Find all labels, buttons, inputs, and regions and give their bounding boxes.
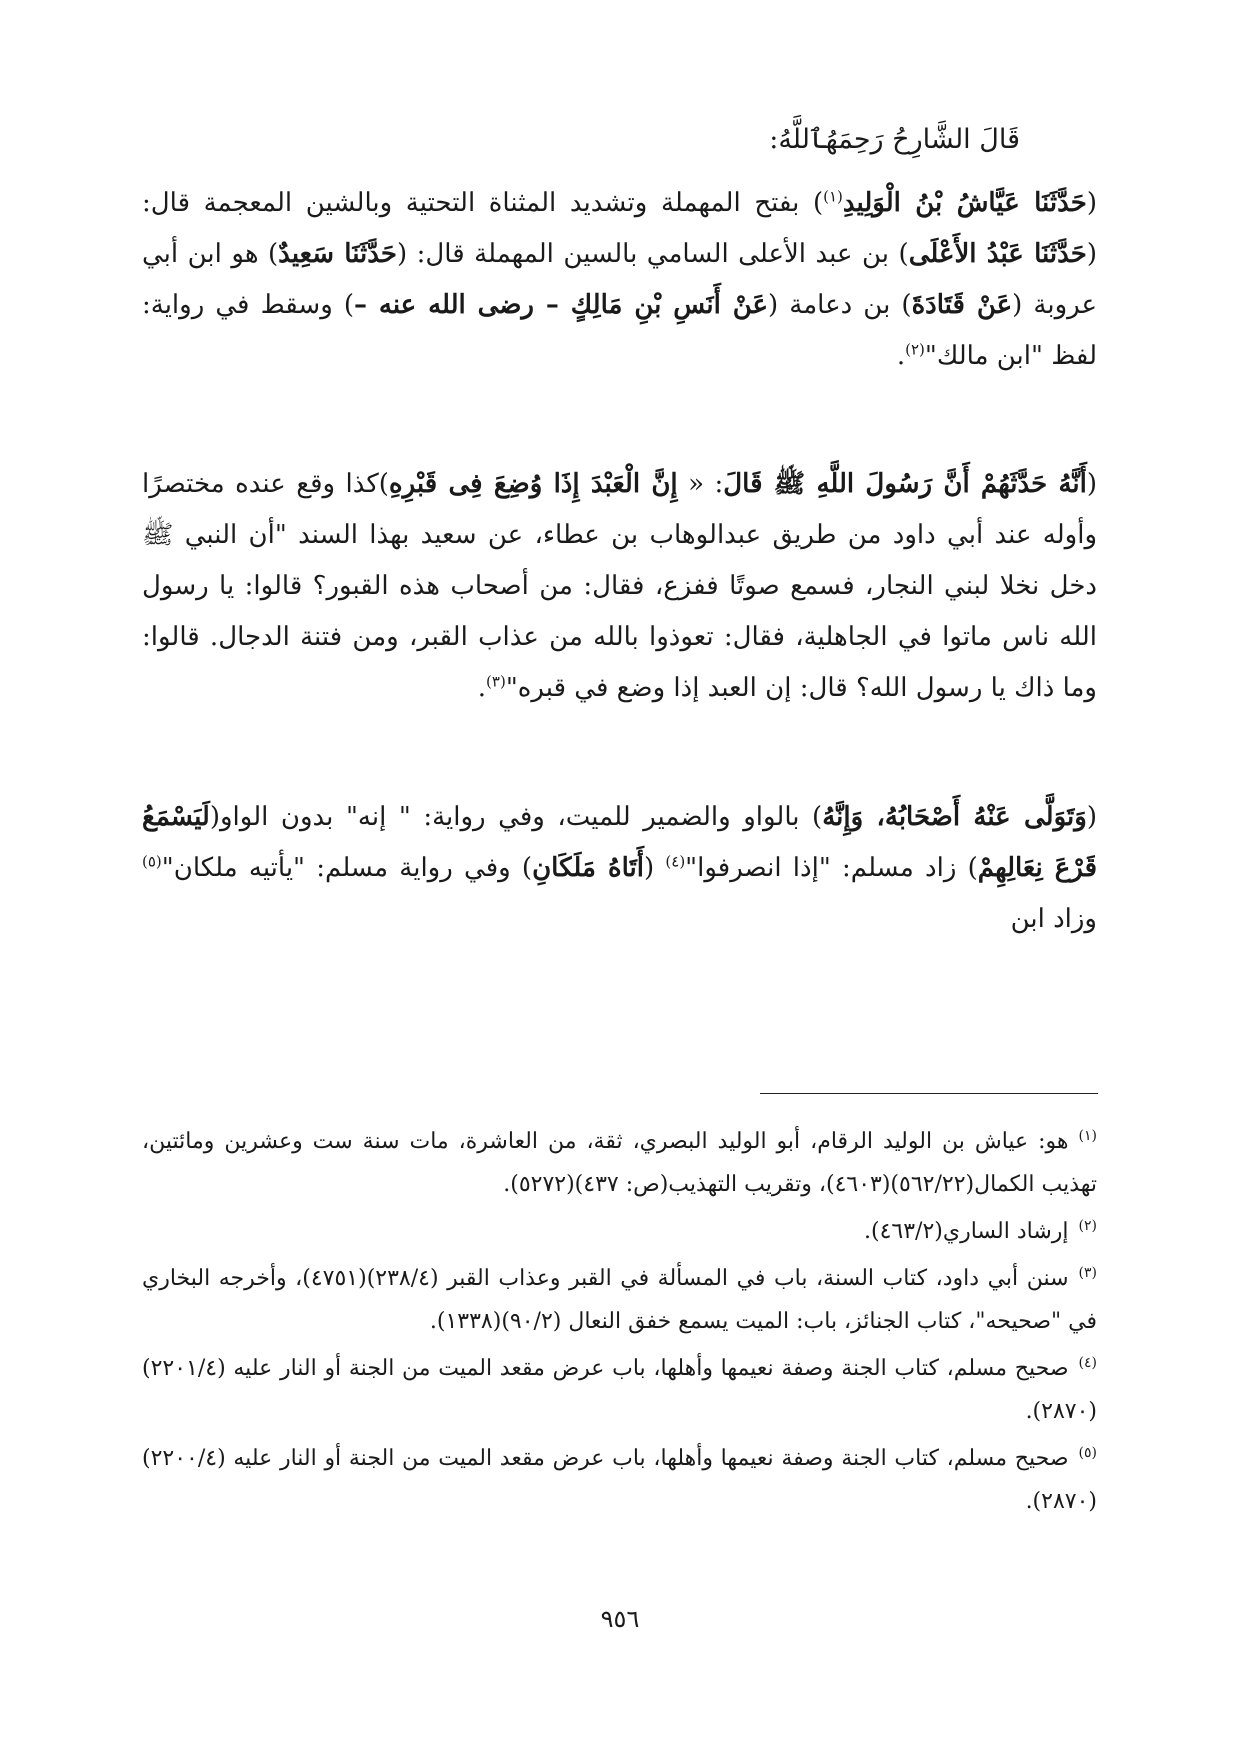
commentary-text: ) بفتح المهملة وتشديد المثناة التحتية وبالشين المعجمة قال: ( <box>142 188 1097 269</box>
hadith-text: لَيَسْمَعُ قَرْعَ نِعَالِهِمْ <box>142 802 1097 883</box>
commentary-text: ( <box>1086 469 1098 499</box>
commentary-text: ) بن دعامة ( <box>768 290 912 320</box>
commentary-text: ) وسقط في رواية: لفظ "ابن مالك" <box>142 290 1097 371</box>
footnote-number: (٤) <box>1078 1354 1097 1371</box>
commentary-text: ) هو ابن أبي عروبة ( <box>142 239 1097 320</box>
commentary-text: ) بالواو والضمير للميت، وفي رواية: " إنه" بدون الواو( <box>209 802 823 832</box>
footnote-marker: (٢) <box>905 340 925 359</box>
commentary-text: ( <box>1086 802 1097 832</box>
hadith-text: حَدَّثَنَا سَعِيدٌ <box>278 239 398 269</box>
commentary-text: . <box>477 673 487 703</box>
paragraph-2 <box>142 459 1097 714</box>
paragraph-3 <box>142 792 1097 945</box>
footnote-text: صحيح مسلم، كتاب الجنة وصفة نعيمها وأهلها، باب عرض مقعد الميت من الجنة أو النار عليه (٢٢٠٠/٤)(٢٨٧٠). <box>142 1446 1097 1514</box>
paragraph-1 <box>142 178 1097 382</box>
footnote-number: (١) <box>1078 1127 1097 1144</box>
footnote-marker: (٤) <box>665 852 686 871</box>
commentary-text: ( <box>1086 188 1097 218</box>
commentary-text: . <box>896 341 906 371</box>
footnote-number: (٢) <box>1078 1217 1097 1234</box>
footnote-5 <box>142 1437 1097 1523</box>
footnote-number: (٥) <box>1078 1444 1097 1461</box>
hadith-text: حَدَّثَنَا عَبْدُ الأَعْلَى <box>908 239 1087 269</box>
hadith-text: وَتَوَلَّى عَنْهُ أَصْحَابُهُ، وَإِنَّهُ <box>822 802 1087 832</box>
footnote-text: سنن أبي داود، كتاب السنة، باب في المسألة في القبر وعذاب القبر (٢٣٨/٤)(٤٧٥١)، وأخرجه البخاري في "صحيحه"، كتاب الجنائز، باب: الميت يسمع خفق النعال (٩٠/٢)(١٣٣٨). <box>142 1266 1097 1334</box>
footnote-3 <box>142 1257 1097 1343</box>
footnote-marker: (٥) <box>142 852 162 871</box>
hadith-text: عَنْ أَنَسِ بْنِ مَالِكٍ – رضى الله عنه – <box>354 290 769 320</box>
commentary-text: )كذا وقع عنده مختصرًا وأوله عند أبي داود من طريق عبدالوهاب بن عطاء، عن سعيد بهذا السند "أن النبي ﷺ دخل نخلا لبني النجار، فسمع صوتًا ففزع، فقال: من أصحاب هذه القبور؟ قالوا: يا رسول الله ناس ماتوا في الجاهلية، فقال: تعوذوا بالله من عذاب القبر، ومن فتنة الدجال. قالوا: وما ذاك يا رسول الله؟ قال: إن العبد إذا وضع في قبره" <box>142 469 1097 703</box>
footnote-2 <box>142 1210 1097 1253</box>
footnote-text: إرشاد الساري(٤٦٣/٢). <box>864 1219 1069 1244</box>
commentary-text: : « <box>677 469 724 499</box>
commentary-text: وزاد ابن <box>1010 904 1097 934</box>
footnote-4 <box>142 1347 1097 1433</box>
section-heading: قَالَ الشَّارِحُ رَحِمَهُٱللَّهُ: <box>769 124 1020 155</box>
commentary-text: ( <box>644 853 666 883</box>
page-number: ٩٥٦ <box>600 1605 640 1633</box>
footnote-1 <box>142 1120 1097 1206</box>
commentary-text: ) بن عبد الأعلى السامي بالسين المهملة قال: ( <box>397 239 909 269</box>
hadith-text: أَتَاهُ مَلَكَانِ <box>532 853 644 883</box>
commentary-text: ) وفي رواية مسلم: "يأتيه ملكان" <box>161 853 533 883</box>
footnote-marker: (٣) <box>486 672 506 691</box>
footnote-text: هو: عياش بن الوليد الرقام، أبو الوليد البصري، ثقة، من العاشرة، مات سنة ست وعشرين ومائتين، تهذيب الكمال(٥٦٢/٢٢)(٤٦٠٣)، وتقريب التهذيب(ص: ٤٣٧)(٥٢٧٢). <box>142 1129 1097 1197</box>
commentary-text: ) زاد مسلم: "إذا انصرفوا" <box>685 853 978 883</box>
hadith-text: إِنَّ الْعَبْدَ إِذَا وُضِعَ فِى قَبْرِهِ <box>388 469 678 499</box>
footnote-separator <box>760 1093 1098 1094</box>
footnotes <box>142 1120 1097 1527</box>
hadith-text: حَدَّثَنَا عَيَّاشُ بْنُ الْوَلِيدِ <box>842 188 1087 218</box>
hadith-text: عَنْ قَتَادَةَ <box>911 290 1013 320</box>
hadith-text: أَنَّهُ حَدَّثَهُمْ أَنَّ رَسُولَ اللَّهِ ﷺ قَالَ <box>723 469 1087 499</box>
footnote-text: صحيح مسلم، كتاب الجنة وصفة نعيمها وأهلها، باب عرض مقعد الميت من الجنة أو النار عليه (٢٢٠١/٤)(٢٨٧٠). <box>142 1356 1097 1424</box>
footnote-number: (٣) <box>1078 1264 1097 1281</box>
footnote-marker: (١) <box>823 187 843 206</box>
